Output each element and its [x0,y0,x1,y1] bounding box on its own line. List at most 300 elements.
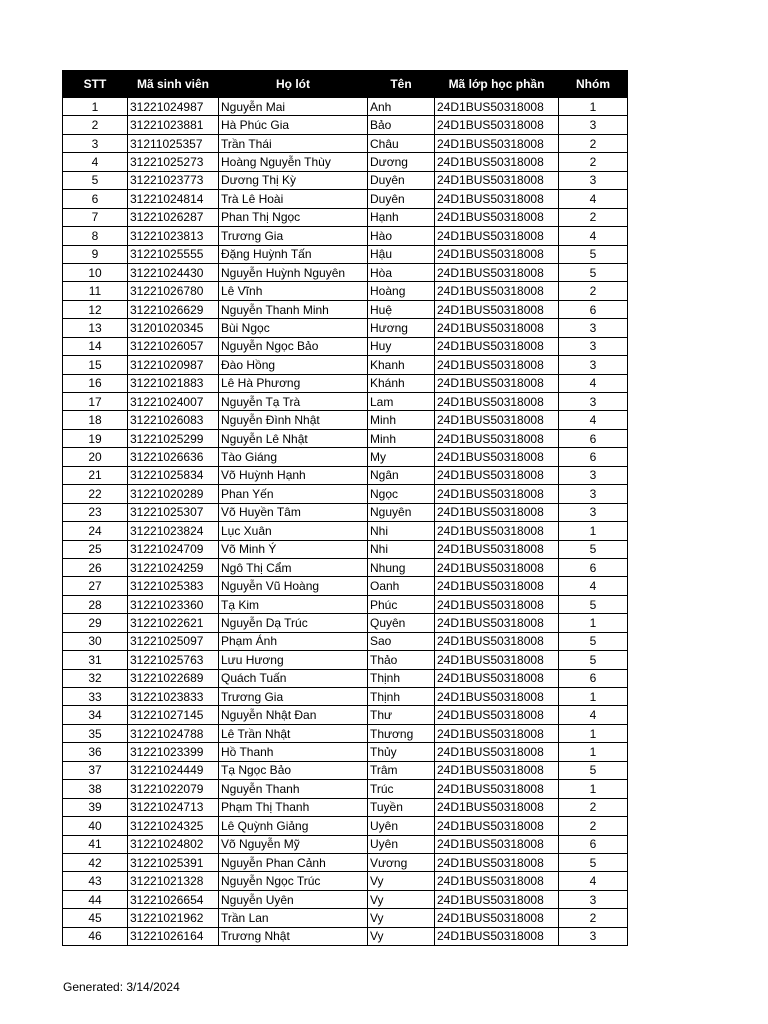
cell-stt: 33 [63,688,128,706]
cell-group: 5 [559,853,628,871]
cell-class-code: 24D1BUS50318008 [435,614,559,632]
cell-stt: 5 [63,171,128,189]
cell-stt: 29 [63,614,128,632]
cell-class-code: 24D1BUS50318008 [435,724,559,742]
cell-first-name: Nguyên [368,503,435,521]
cell-student-id: 31221022621 [128,614,219,632]
cell-stt: 24 [63,522,128,540]
cell-student-id: 31221025307 [128,503,219,521]
cell-class-code: 24D1BUS50318008 [435,98,559,116]
cell-stt: 30 [63,632,128,650]
table-row [63,356,628,374]
cell-first-name: Vương [368,853,435,871]
cell-student-id: 31221026629 [128,300,219,318]
cell-last-middle-name: Tào Giáng [219,448,368,466]
cell-last-middle-name: Phạm Thị Thanh [219,798,368,816]
cell-class-code: 24D1BUS50318008 [435,632,559,650]
cell-last-middle-name: Nguyễn Thanh Minh [219,300,368,318]
cell-last-middle-name: Nguyễn Nhật Đan [219,706,368,724]
cell-class-code: 24D1BUS50318008 [435,927,559,945]
cell-group: 3 [559,337,628,355]
cell-stt: 36 [63,743,128,761]
cell-class-code: 24D1BUS50318008 [435,134,559,152]
cell-last-middle-name: Võ Nguyễn Mỹ [219,835,368,853]
cell-group: 2 [559,208,628,226]
cell-student-id: 31221024709 [128,540,219,558]
cell-class-code: 24D1BUS50318008 [435,743,559,761]
table-row [63,134,628,152]
cell-stt: 25 [63,540,128,558]
cell-student-id: 31221024987 [128,98,219,116]
cell-stt: 40 [63,817,128,835]
cell-class-code: 24D1BUS50318008 [435,466,559,484]
cell-first-name: Anh [368,98,435,116]
cell-stt: 11 [63,282,128,300]
cell-stt: 41 [63,835,128,853]
table-row [63,706,628,724]
cell-last-middle-name: Trần Thái [219,134,368,152]
cell-first-name: Trúc [368,780,435,798]
cell-stt: 43 [63,872,128,890]
cell-first-name: Huệ [368,300,435,318]
cell-last-middle-name: Trương Gia [219,688,368,706]
table-row [63,577,628,595]
cell-student-id: 31221024788 [128,724,219,742]
cell-class-code: 24D1BUS50318008 [435,190,559,208]
cell-student-id: 31221026164 [128,927,219,945]
cell-first-name: Minh [368,429,435,447]
cell-last-middle-name: Phan Thị Ngọc [219,208,368,226]
cell-class-code: 24D1BUS50318008 [435,780,559,798]
cell-student-id: 31221024713 [128,798,219,816]
cell-stt: 44 [63,890,128,908]
cell-student-id: 31221024259 [128,558,219,576]
table-row [63,282,628,300]
cell-class-code: 24D1BUS50318008 [435,319,559,337]
cell-first-name: Minh [368,411,435,429]
cell-student-id: 31221024802 [128,835,219,853]
cell-class-code: 24D1BUS50318008 [435,208,559,226]
cell-group: 4 [559,411,628,429]
cell-student-id: 31221023360 [128,595,219,613]
cell-first-name: Thịnh [368,688,435,706]
header-class-code: Mã lớp học phần [435,71,559,98]
cell-last-middle-name: Lưu Hương [219,651,368,669]
cell-class-code: 24D1BUS50318008 [435,669,559,687]
cell-group: 4 [559,227,628,245]
cell-class-code: 24D1BUS50318008 [435,540,559,558]
cell-group: 4 [559,577,628,595]
cell-first-name: Phúc [368,595,435,613]
cell-class-code: 24D1BUS50318008 [435,263,559,281]
cell-last-middle-name: Lê Hà Phương [219,374,368,392]
cell-group: 4 [559,374,628,392]
cell-class-code: 24D1BUS50318008 [435,688,559,706]
cell-last-middle-name: Nguyễn Ngọc Bảo [219,337,368,355]
header-stt: STT [63,71,128,98]
cell-student-id: 31221027145 [128,706,219,724]
cell-first-name: Uyên [368,835,435,853]
cell-first-name: Vy [368,872,435,890]
cell-last-middle-name: Hà Phúc Gia [219,116,368,134]
cell-stt: 38 [63,780,128,798]
table-row [63,724,628,742]
cell-group: 3 [559,319,628,337]
cell-stt: 10 [63,263,128,281]
cell-student-id: 31221021962 [128,909,219,927]
cell-student-id: 31221025383 [128,577,219,595]
cell-class-code: 24D1BUS50318008 [435,393,559,411]
cell-group: 5 [559,651,628,669]
cell-last-middle-name: Ngô Thị Cẩm [219,558,368,576]
cell-student-id: 31221024814 [128,190,219,208]
cell-group: 5 [559,761,628,779]
cell-class-code: 24D1BUS50318008 [435,522,559,540]
cell-last-middle-name: Nguyễn Phan Cảnh [219,853,368,871]
cell-class-code: 24D1BUS50318008 [435,171,559,189]
cell-stt: 45 [63,909,128,927]
cell-last-middle-name: Nguyễn Tạ Trà [219,393,368,411]
cell-last-middle-name: Nguyễn Lê Nhật [219,429,368,447]
cell-group: 3 [559,890,628,908]
cell-group: 6 [559,300,628,318]
cell-student-id: 31221025763 [128,651,219,669]
cell-stt: 8 [63,227,128,245]
cell-last-middle-name: Nguyễn Đình Nhật [219,411,368,429]
generated-date: Generated: 3/14/2024 [63,980,180,994]
cell-last-middle-name: Nguyễn Uyên [219,890,368,908]
cell-student-id: 31221023813 [128,227,219,245]
cell-stt: 14 [63,337,128,355]
cell-stt: 23 [63,503,128,521]
cell-last-middle-name: Trương Nhật [219,927,368,945]
cell-student-id: 31221024007 [128,393,219,411]
table-row [63,669,628,687]
table-row [63,540,628,558]
cell-stt: 19 [63,429,128,447]
cell-last-middle-name: Lê Trần Nhật [219,724,368,742]
cell-class-code: 24D1BUS50318008 [435,651,559,669]
cell-group: 3 [559,485,628,503]
cell-first-name: Nhi [368,540,435,558]
cell-last-middle-name: Nguyễn Ngọc Trúc [219,872,368,890]
cell-first-name: Thủy [368,743,435,761]
table-row [63,448,628,466]
table-body [63,98,628,946]
cell-stt: 18 [63,411,128,429]
cell-student-id: 31221025391 [128,853,219,871]
table-row [63,558,628,576]
cell-student-id: 31201020345 [128,319,219,337]
cell-last-middle-name: Quách Tuấn [219,669,368,687]
cell-stt: 12 [63,300,128,318]
cell-class-code: 24D1BUS50318008 [435,245,559,263]
cell-group: 3 [559,393,628,411]
cell-group: 1 [559,743,628,761]
cell-class-code: 24D1BUS50318008 [435,337,559,355]
cell-group: 1 [559,614,628,632]
table-row [63,263,628,281]
cell-last-middle-name: Đặng Huỳnh Tấn [219,245,368,263]
header-first-name: Tên [368,71,435,98]
header-last-middle-name: Họ lót [219,71,368,98]
cell-class-code: 24D1BUS50318008 [435,798,559,816]
cell-last-middle-name: Nguyễn Dạ Trúc [219,614,368,632]
cell-last-middle-name: Trần Lan [219,909,368,927]
cell-stt: 35 [63,724,128,742]
cell-group: 1 [559,522,628,540]
cell-first-name: Nhi [368,522,435,540]
cell-class-code: 24D1BUS50318008 [435,835,559,853]
cell-first-name: Hạnh [368,208,435,226]
cell-first-name: Thảo [368,651,435,669]
cell-group: 3 [559,356,628,374]
table-row [63,300,628,318]
cell-student-id: 31221026636 [128,448,219,466]
cell-group: 3 [559,503,628,521]
cell-first-name: Lam [368,393,435,411]
cell-first-name: Hào [368,227,435,245]
table-row [63,429,628,447]
cell-group: 1 [559,780,628,798]
cell-stt: 6 [63,190,128,208]
cell-stt: 9 [63,245,128,263]
cell-last-middle-name: Võ Minh Ý [219,540,368,558]
cell-group: 1 [559,688,628,706]
table-row [63,245,628,263]
table-row [63,208,628,226]
cell-class-code: 24D1BUS50318008 [435,282,559,300]
cell-stt: 15 [63,356,128,374]
table-row [63,153,628,171]
cell-last-middle-name: Bùi Ngọc [219,319,368,337]
table-row [63,614,628,632]
table-row [63,780,628,798]
cell-group: 3 [559,171,628,189]
cell-stt: 34 [63,706,128,724]
cell-student-id: 31221026780 [128,282,219,300]
cell-class-code: 24D1BUS50318008 [435,429,559,447]
cell-last-middle-name: Phan Yến [219,485,368,503]
cell-stt: 1 [63,98,128,116]
cell-student-id: 31221025273 [128,153,219,171]
cell-class-code: 24D1BUS50318008 [435,153,559,171]
cell-last-middle-name: Lê Quỳnh Giảng [219,817,368,835]
cell-stt: 22 [63,485,128,503]
cell-group: 4 [559,872,628,890]
cell-last-middle-name: Võ Huỳnh Hạnh [219,466,368,484]
table-row [63,890,628,908]
cell-class-code: 24D1BUS50318008 [435,374,559,392]
cell-class-code: 24D1BUS50318008 [435,595,559,613]
cell-group: 6 [559,448,628,466]
cell-group: 3 [559,116,628,134]
cell-group: 1 [559,98,628,116]
cell-last-middle-name: Lê Vĩnh [219,282,368,300]
cell-student-id: 31221026654 [128,890,219,908]
cell-group: 2 [559,134,628,152]
table-row [63,374,628,392]
cell-student-id: 31221023399 [128,743,219,761]
cell-group: 4 [559,706,628,724]
table-row [63,835,628,853]
cell-student-id: 31221026057 [128,337,219,355]
table-row [63,503,628,521]
cell-student-id: 31221023881 [128,116,219,134]
cell-group: 6 [559,429,628,447]
cell-group: 3 [559,927,628,945]
cell-first-name: Thư [368,706,435,724]
cell-stt: 21 [63,466,128,484]
table-row [63,393,628,411]
cell-first-name: My [368,448,435,466]
cell-first-name: Ngân [368,466,435,484]
cell-student-id: 31221020987 [128,356,219,374]
cell-last-middle-name: Đào Hồng [219,356,368,374]
cell-last-middle-name: Võ Huyền Tâm [219,503,368,521]
cell-first-name: Trâm [368,761,435,779]
table-row [63,116,628,134]
cell-group: 6 [559,835,628,853]
header-row [63,71,628,98]
cell-class-code: 24D1BUS50318008 [435,890,559,908]
cell-last-middle-name: Hồ Thanh [219,743,368,761]
cell-stt: 16 [63,374,128,392]
cell-group: 2 [559,798,628,816]
table-row [63,927,628,945]
table-row [63,466,628,484]
student-roster-sheet [62,70,627,946]
cell-stt: 17 [63,393,128,411]
table-row [63,817,628,835]
cell-stt: 3 [63,134,128,152]
table-row [63,798,628,816]
cell-stt: 20 [63,448,128,466]
cell-group: 6 [559,558,628,576]
table-row [63,872,628,890]
cell-class-code: 24D1BUS50318008 [435,909,559,927]
table-row [63,909,628,927]
table-header [63,71,628,98]
cell-stt: 28 [63,595,128,613]
table-row [63,98,628,116]
cell-student-id: 31221025834 [128,466,219,484]
cell-first-name: Thịnh [368,669,435,687]
cell-last-middle-name: Nguyễn Vũ Hoàng [219,577,368,595]
cell-group: 2 [559,909,628,927]
cell-class-code: 24D1BUS50318008 [435,485,559,503]
cell-student-id: 31221026083 [128,411,219,429]
cell-stt: 31 [63,651,128,669]
cell-first-name: Khanh [368,356,435,374]
cell-first-name: Vy [368,890,435,908]
cell-first-name: Hoàng [368,282,435,300]
cell-group: 5 [559,632,628,650]
cell-group: 5 [559,540,628,558]
cell-first-name: Hòa [368,263,435,281]
table-row [63,411,628,429]
student-roster-table [62,70,628,946]
cell-last-middle-name: Lục Xuân [219,522,368,540]
cell-first-name: Duyên [368,190,435,208]
cell-class-code: 24D1BUS50318008 [435,411,559,429]
cell-student-id: 31221021328 [128,872,219,890]
cell-student-id: 31211025357 [128,134,219,152]
cell-first-name: Nhung [368,558,435,576]
cell-group: 5 [559,245,628,263]
cell-first-name: Duyên [368,171,435,189]
cell-student-id: 31221024430 [128,263,219,281]
table-row [63,227,628,245]
cell-first-name: Dương [368,153,435,171]
cell-student-id: 31221025097 [128,632,219,650]
cell-student-id: 31221023833 [128,688,219,706]
table-row [63,632,628,650]
cell-class-code: 24D1BUS50318008 [435,706,559,724]
cell-last-middle-name: Trà Lê Hoài [219,190,368,208]
cell-student-id: 31221023824 [128,522,219,540]
cell-last-middle-name: Dương Thị Kỳ [219,171,368,189]
table-row [63,337,628,355]
cell-first-name: Vy [368,909,435,927]
cell-stt: 26 [63,558,128,576]
cell-stt: 39 [63,798,128,816]
cell-student-id: 31221023773 [128,171,219,189]
cell-group: 2 [559,282,628,300]
table-row [63,595,628,613]
cell-stt: 7 [63,208,128,226]
cell-first-name: Sao [368,632,435,650]
table-row [63,485,628,503]
cell-stt: 32 [63,669,128,687]
table-row [63,171,628,189]
cell-student-id: 31221020289 [128,485,219,503]
cell-stt: 13 [63,319,128,337]
cell-group: 1 [559,724,628,742]
cell-stt: 27 [63,577,128,595]
cell-class-code: 24D1BUS50318008 [435,577,559,595]
table-row [63,761,628,779]
cell-stt: 46 [63,927,128,945]
cell-first-name: Châu [368,134,435,152]
cell-class-code: 24D1BUS50318008 [435,872,559,890]
cell-class-code: 24D1BUS50318008 [435,853,559,871]
header-group: Nhóm [559,71,628,98]
table-row [63,522,628,540]
cell-student-id: 31221025299 [128,429,219,447]
cell-class-code: 24D1BUS50318008 [435,116,559,134]
cell-group: 5 [559,263,628,281]
cell-student-id: 31221024449 [128,761,219,779]
cell-first-name: Ngọc [368,485,435,503]
cell-first-name: Vy [368,927,435,945]
cell-first-name: Uyên [368,817,435,835]
cell-stt: 4 [63,153,128,171]
cell-first-name: Hương [368,319,435,337]
cell-first-name: Thương [368,724,435,742]
table-row [63,651,628,669]
cell-group: 4 [559,190,628,208]
cell-group: 6 [559,669,628,687]
cell-student-id: 31221025555 [128,245,219,263]
cell-stt: 42 [63,853,128,871]
cell-student-id: 31221022689 [128,669,219,687]
cell-last-middle-name: Tạ Ngọc Bảo [219,761,368,779]
cell-group: 3 [559,466,628,484]
table-row [63,743,628,761]
table-row [63,853,628,871]
cell-group: 2 [559,817,628,835]
